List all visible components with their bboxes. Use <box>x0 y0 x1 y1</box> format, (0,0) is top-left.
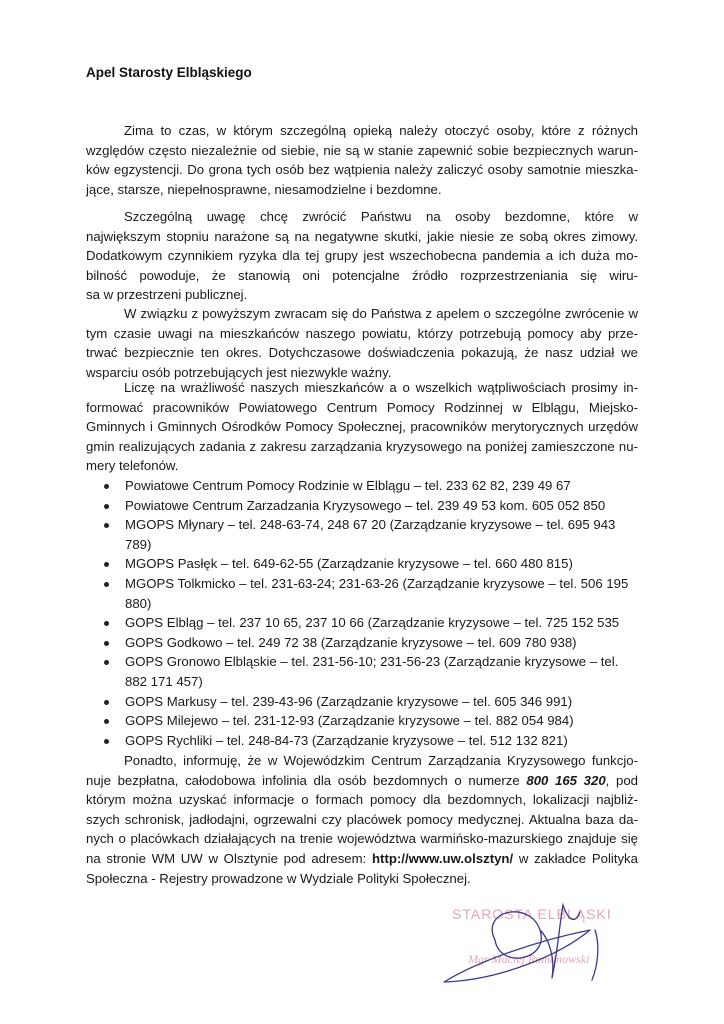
text-line: bilność powoduje, że stanowią oni potencjalne źródło rozprzestrzeniania się wiru- <box>86 267 638 283</box>
bullet-icon <box>104 504 109 509</box>
text-line: Gminnych i Gminnych Ośrodków Pomocy Społecznej, pracowników merytorycznych urzędów <box>86 419 638 435</box>
bullet-icon <box>104 621 109 626</box>
text-fragment: na stronie WM UW w Olsztynie pod adresem: <box>86 850 372 866</box>
paragraph-4 <box>86 378 638 476</box>
contact-text: GOPS Rychliki – tel. 248-84-73 (Zarządzanie kryzysowe – tel. 512 132 821) <box>125 732 568 748</box>
text-line: gmin realizujących zadania z zakresu zarządzania kryzysowego na poniżej zamieszczone nu- <box>86 438 638 454</box>
contact-item <box>104 652 644 691</box>
text-line <box>86 849 638 869</box>
bullet-icon <box>104 523 109 528</box>
contact-text: GOPS Gronowo Elbląskie – tel. 231-56-10; 231-56-23 (Zarządzanie kryzysowe – tel. <box>125 654 619 670</box>
contact-item <box>104 496 644 516</box>
text-line: Społeczna - Rejestry prowadzone w Wydziale Polityki Społecznej. <box>86 870 471 886</box>
hotline-number: 800 165 320 <box>526 772 606 788</box>
text-line: Liczę na wrażliwość naszych mieszkańców a o wszelkich wątpliwościach prosimy in- <box>124 380 638 395</box>
closing-paragraph <box>86 751 638 888</box>
text-line: szych schronisk, jadłodajni, ogrzewalni czy placówek pomocy medycznej. Aktualna baza da- <box>86 811 638 827</box>
text-fragment: , pod <box>605 772 638 788</box>
contact-text: GOPS Elbląg – tel. 237 10 65, 237 10 66 (Zarządzanie kryzysowe – tel. 725 152 535 <box>125 615 620 631</box>
text-line: którym można uzyskać informacje o formach pomocy dla bezdomnych, lokalizacji najbliż- <box>86 792 638 808</box>
contact-list <box>104 476 644 750</box>
text-line: tym czasie uwagi na mieszkańców naszego powiatu, którzy potrzebują pomocy aby prze- <box>86 325 638 341</box>
text-line: Ponadto, informuję, że w Wojewódzkim Centrum Zarządzania Kryzysowego funkcjo- <box>124 753 638 768</box>
contact-text: MGOPS Pasłęk – tel. 649-62-55 (Zarządzanie kryzysowe – tel. 660 480 815) <box>125 556 573 572</box>
website-link[interactable]: http://www.uw.olsztyn/ <box>372 850 514 866</box>
contact-item <box>104 633 644 653</box>
text-line: trwać bezpiecznie ten okres. Dotychczasowe doświadczenia pokazują, że nasz udział we <box>86 345 638 361</box>
text-line: względów często niezależnie od siebie, nie są w stanie zapewnić sobie bezpiecznych warun- <box>86 142 638 158</box>
text-fragment: nuje bezpłatna, całodobowa infolinia dla osób bezdomnych o numerze <box>86 772 527 788</box>
text-line: Szczególną uwagę chcę zwrócić Państwu na osoby bezdomne, które w <box>124 209 638 224</box>
contact-text-cont: 880) <box>125 595 152 611</box>
document-title: Apel Starosty Elbląskiego <box>86 65 252 80</box>
text-line: nych o placówkach działających na trenie województwa warmińsko-mazurskiego znajduje się <box>86 831 638 847</box>
contact-text: GOPS Milejewo – tel. 231-12-93 (Zarządzanie kryzysowe – tel. 882 054 984) <box>125 713 574 729</box>
contact-text: GOPS Godkowo – tel. 249 72 38 (Zarządzanie kryzysowe – tel. 609 780 938) <box>125 634 577 650</box>
text-line: Zima to czas, w którym szczególną opieką należy otoczyć osoby, które z różnych <box>124 123 638 138</box>
text-line: mery telefonów. <box>86 458 179 474</box>
contact-text: Powiatowe Centrum Zarzadzania Kryzysowego – tel. 239 49 53 kom. 605 052 850 <box>125 497 606 513</box>
text-line: jące, starsze, niepełnosprawne, niesamodzielne i bezdomne. <box>86 181 442 197</box>
stamp-name: Mgr Maciej Romanowski <box>468 952 590 966</box>
bullet-icon <box>104 719 109 724</box>
bullet-icon <box>104 700 109 705</box>
text-line: ków egzystencji. Do grona tych osób bez wątpienia należy zaliczyć osoby samotnie mieszka- <box>86 162 638 178</box>
text-line: największym stopniu narażone są na negatywne skutki, jakie niesie ze sobą okres zimowy. <box>86 228 638 244</box>
stamp-title: STAROSTA ELBLĄSKI <box>452 906 612 922</box>
bullet-icon <box>104 582 109 587</box>
text-line: wsparciu osób potrzebujących jest niezwykle ważny. <box>86 364 392 380</box>
contact-text: MGOPS Młynary – tel. 248-63-74, 248 67 20 (Zarządzanie kryzysowe – tel. 695 943 <box>125 517 616 533</box>
signature-icon <box>440 900 640 990</box>
contact-item <box>104 515 644 554</box>
text-line: W związku z powyższym zwracam się do Państwa z apelem o szczególne zwrócenie w <box>124 306 638 321</box>
contact-item <box>104 711 644 731</box>
contact-text: GOPS Markusy – tel. 239-43-96 (Zarządzanie kryzysowe – tel. 605 346 991) <box>125 693 573 709</box>
contact-text-cont: 789) <box>125 536 152 552</box>
text-fragment: w zakładce Polityka <box>513 850 638 866</box>
paragraph-2 <box>86 207 638 305</box>
bullet-icon <box>104 562 109 567</box>
contact-text: Powiatowe Centrum Pomocy Rodzinie w Elblągu – tel. 233 62 82, 239 49 67 <box>125 478 571 493</box>
contact-text: MGOPS Tolkmicko – tel. 231-63-24; 231-63-26 (Zarządzanie kryzysowe – tel. 506 195 <box>125 575 629 591</box>
contact-item <box>104 731 644 751</box>
contact-item <box>104 574 644 613</box>
contact-item <box>104 554 644 574</box>
text-line: sa w przestrzeni publicznej. <box>86 287 248 303</box>
bullet-icon <box>104 739 109 744</box>
paragraph-1 <box>86 121 638 199</box>
contact-text-cont: 882 171 457) <box>125 673 203 689</box>
bullet-icon <box>104 660 109 665</box>
text-line: Dodatkowym czynnikiem ryzyka dla tej grupy jest wszechobecna pandemia a ich duża mo- <box>86 248 638 264</box>
bullet-icon <box>104 484 109 489</box>
bullet-icon <box>104 641 109 646</box>
text-line: formować pracowników Powiatowego Centrum Pomocy Rodzinnej w Elblągu, Miejsko- <box>86 399 638 415</box>
contact-item <box>104 613 644 633</box>
paragraph-3 <box>86 304 638 382</box>
text-line <box>86 771 638 791</box>
contact-item <box>104 692 644 712</box>
contact-item <box>104 476 644 496</box>
